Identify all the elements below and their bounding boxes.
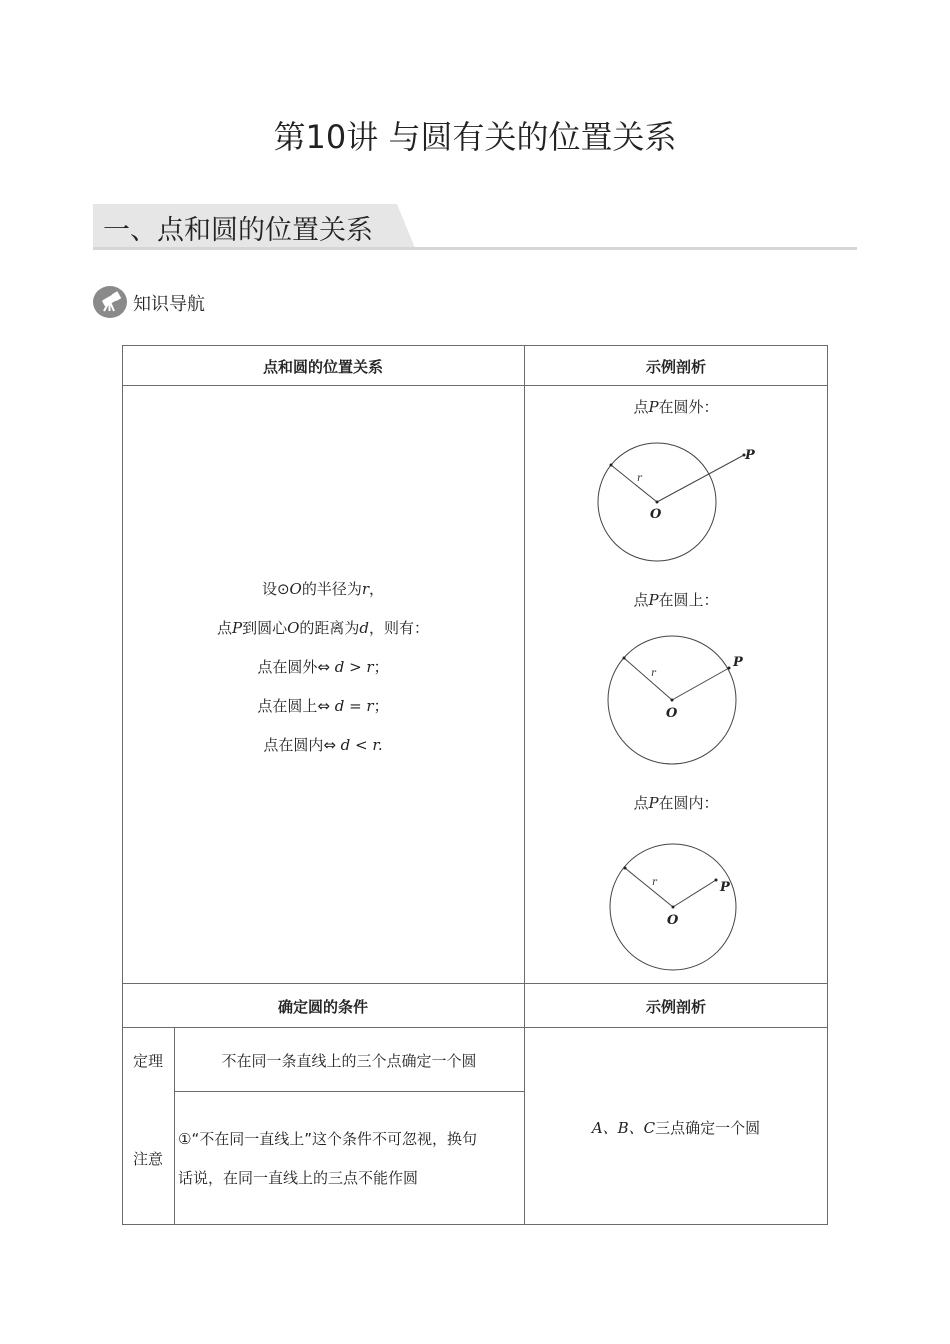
radius-label: r <box>652 877 657 888</box>
example-outside-label: 点P在圆外： <box>633 398 719 416</box>
diagram-point-on <box>608 636 744 764</box>
note-label: 注意 <box>132 1150 163 1168</box>
section-divider <box>93 247 857 250</box>
theorem-text: 不在同一条直线上的三个点确定一个圆 <box>221 1052 477 1070</box>
distance-statement: 点P到圆心O的距离为d，则有： <box>216 619 430 637</box>
inside-condition: 点在圆内⇔ d < r. <box>263 736 383 754</box>
point-label: P <box>733 655 743 670</box>
on-circle-condition: 点在圆上⇔ d = r； <box>257 697 389 715</box>
table2-header-example: 示例剖析 <box>645 998 706 1016</box>
table1-header-example: 示例剖析 <box>645 358 706 376</box>
outside-condition: 点在圆外⇔ d > r； <box>257 658 389 676</box>
circle-diagrams <box>525 386 827 983</box>
knowledge-nav-label: 知识导航 <box>133 294 205 315</box>
section-heading: 一、点和圆的位置关系 <box>103 215 373 246</box>
table1-header-relation: 点和圆的位置关系 <box>262 358 383 376</box>
diagram-point-outside <box>598 443 756 561</box>
section-heading-banner <box>93 204 857 250</box>
point-label: P <box>720 880 730 895</box>
center-label: O <box>666 706 678 721</box>
point-label: P <box>745 448 755 463</box>
center-label: O <box>667 913 679 928</box>
position-relation-table <box>122 345 828 1225</box>
radius-label: r <box>651 668 656 679</box>
telescope-icon <box>93 286 127 318</box>
center-label: O <box>650 507 662 522</box>
note-text-line1: ①“不在同一直线上”这个条件不可忽视，换句 <box>178 1130 477 1148</box>
theorem-label: 定理 <box>132 1052 163 1070</box>
diagram-point-inside <box>610 844 736 970</box>
table2-header-condition: 确定圆的条件 <box>277 998 368 1016</box>
note-text-line2: 话说，在同一直线上的三点不能作圆 <box>178 1169 419 1187</box>
example-inside-label: 点P在圆内： <box>633 794 719 812</box>
page-title: 第10讲 与圆有关的位置关系 <box>273 118 677 156</box>
radius-statement: 设⊙O的半径为r， <box>261 580 385 598</box>
three-points-example: A、B、C三点确定一个圆 <box>591 1119 761 1137</box>
radius-label: r <box>637 473 642 484</box>
example-on-label: 点P在圆上： <box>633 591 719 609</box>
